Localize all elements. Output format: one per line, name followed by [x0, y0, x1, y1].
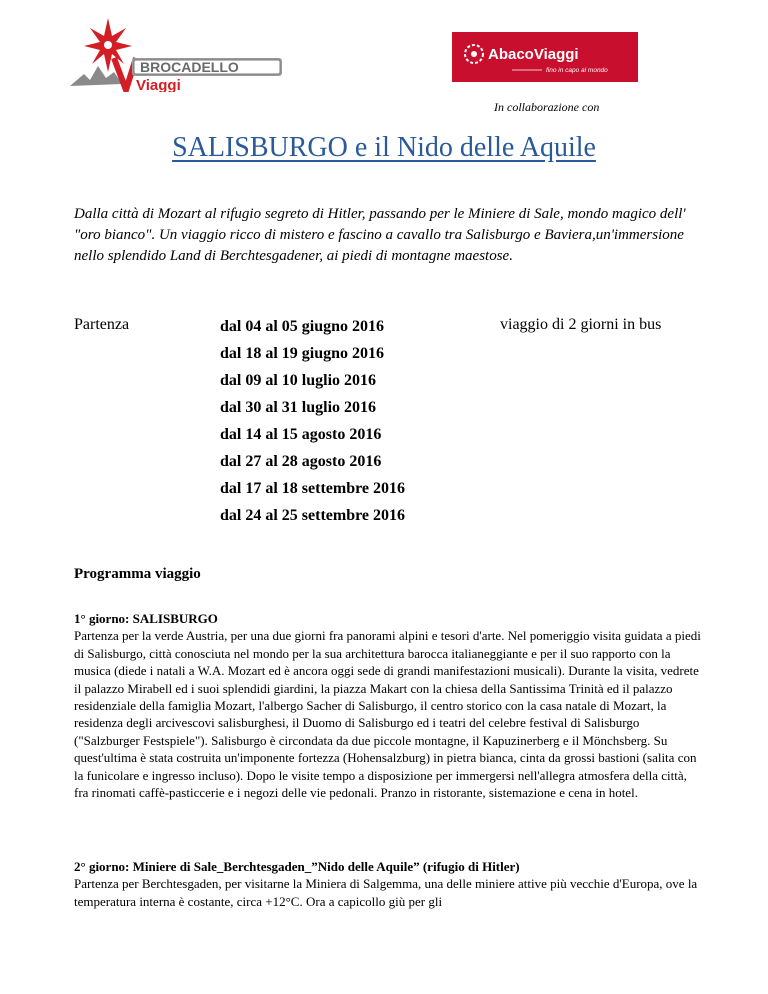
date-item: dal 17 al 18 settembre 2016 [220, 480, 406, 497]
page-title: SALISBURGO e il Nido delle Aquile [172, 132, 596, 163]
brocadello-logo [70, 14, 290, 92]
intro-paragraph: Dalla città di Mozart al rifugio segreto di Hitler, passando per le Miniere di Sale, mondo magico dell' "oro bianco". Un viaggio ricco di mistero e fascino a cavallo tra Salisburgo e Baviera,un'immersione nello splendido Land di Berchtesgadener, ai piedi di montagne maestose. [74, 206, 686, 264]
departure-label: Partenza [74, 316, 130, 333]
departure-dates-list [220, 316, 405, 532]
skyline-icon [70, 66, 122, 86]
logo-text-brocadello: BROCADELLO [140, 59, 239, 75]
date-item: dal 30 al 31 luglio 2016 [220, 399, 377, 416]
logo-text-abaco: AbacoViaggi [488, 46, 579, 63]
collaboration-note: In collaborazione con [494, 100, 600, 114]
date-item: dal 24 al 25 settembre 2016 [220, 507, 406, 524]
abacoviaggi-logo [452, 32, 638, 82]
program-section-title: Programma viaggio [74, 566, 201, 582]
date-item: dal 27 al 28 agosto 2016 [220, 453, 382, 470]
day-1-text: Partenza per la verde Austria, per una due giorni fra panorami alpini e tesori d'arte. Nel pomeriggio visita guidata a piedi di Salisburgo, città conosciuta nel mondo per la sua architettura barocca italianeggiante e per il suo rapporto con la musica (diede i natali a W.A. Mozart ed è ancora oggi sede di grandi manifestazioni musicali). Durante la visita, vedrete il palazzo Mirabell ed i suoi splendidi giardini, la piazza Makart con la chiesa della Santissima Trinità ed il palazzo residenziale della famiglia Mozart, l'albergo Sacher di Salisburgo, il centro storico con la casa natale di Mozart, la residenza degli arcivescovi salisburghesi, il Duomo di Salisburgo ed i teatri del celebre festival di Salisburgo ("Salzburger Festspiele"). Salisburgo è circondata da due piccole montagne, il Kapuzinerberg e il Mönchsberg. Su quest'ultima è stata costruita un'imponente fortezza (Hohensalzburg) in pietra bianca, cinta da grossi bastioni (salita con la funicolare e ingresso incluso). Dopo le visite tempo a disposizione per immergersi nell'allegra atmosfera della città, fra rinomati caffè-pasticcerie e i negozi delle vie pedonali. Pranzo in ristorante, sistemazione e cena in hotel. [74, 628, 701, 801]
day-1-block [74, 610, 704, 801]
swirl-icon [465, 45, 483, 63]
date-item: dal 09 al 10 luglio 2016 [220, 372, 377, 389]
logo-tagline: fino in capo al mondo [546, 67, 608, 74]
day-2-title: 2° giorno: Miniere di Sale_Berchtesgaden_”Nido delle Aquile” (rifugio di Hitler) [74, 859, 520, 874]
compass-star-icon [84, 18, 132, 72]
day-2-block [74, 858, 704, 910]
date-item: dal 18 al 19 giugno 2016 [220, 345, 385, 362]
day-2-text: Partenza per Berchtesgaden, per visitarne la Miniera di Salgemma, una delle miniere attive più vecchie d'Europa, ove la temperatura interna è costante, circa +12°C. Ora a capicollo giù per gli [74, 876, 698, 909]
day-1-title: 1° giorno: SALISBURGO [74, 611, 218, 626]
trip-duration-note: viaggio di 2 giorni in bus [500, 316, 662, 333]
date-item: dal 04 al 05 giugno 2016 [220, 318, 385, 335]
logo-text-viaggi: Viaggi [136, 77, 181, 92]
date-item: dal 14 al 15 agosto 2016 [220, 426, 382, 443]
